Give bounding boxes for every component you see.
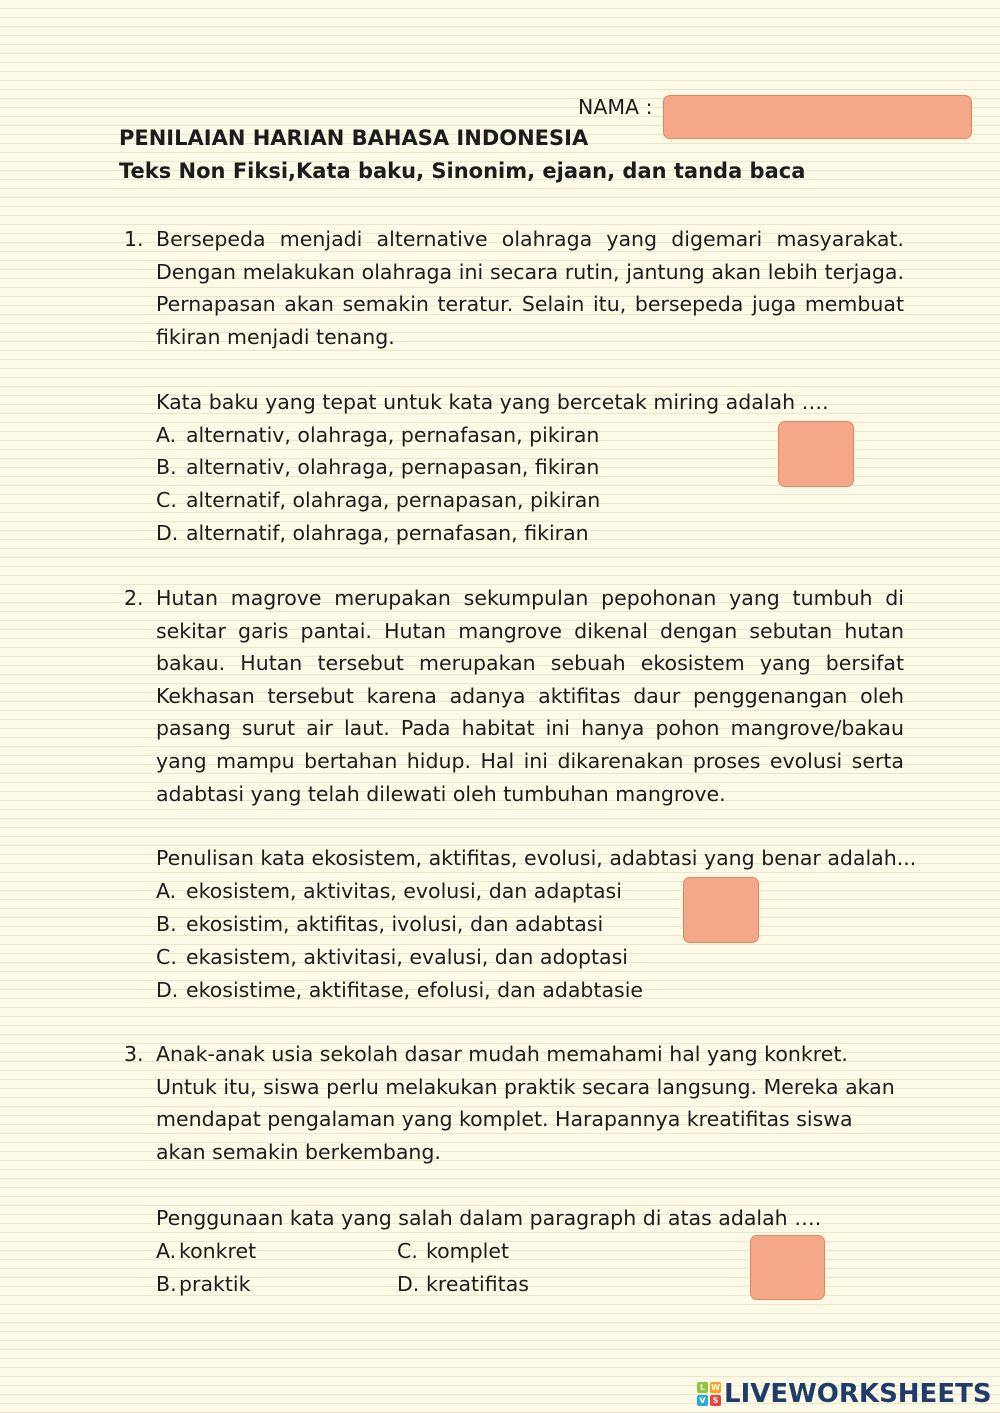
option-text: konkret xyxy=(179,1239,257,1263)
paragraph-line: Pernapasan akan semakin teratur. Selain itu, bersepeda juga membuat xyxy=(156,292,904,317)
logo-text: LIVEWORKSHEETS xyxy=(724,1379,992,1409)
option-letter: A. xyxy=(156,423,177,447)
option-text: alternativ, olahraga, pernapasan, fikiran xyxy=(186,455,600,479)
question-1-number: 1. xyxy=(124,227,144,251)
option-letter: C. xyxy=(156,945,177,969)
logo-mark-tile: W xyxy=(711,1383,720,1392)
option-text: alternativ, olahraga, pernafasan, pikiran xyxy=(186,423,600,447)
question-2-number: 2. xyxy=(124,586,144,610)
paragraph-line: Kekhasan tersebut karena adanya aktifitas daur penggenangan oleh xyxy=(156,683,904,708)
paragraph-line: yang mampu bertahan hidup. Hal ini dikarenakan proses evolusi serta xyxy=(156,748,904,773)
paragraph-line: akan semakin berkembang. xyxy=(156,1139,441,1164)
question-1-prompt: Kata baku yang tepat untuk kata yang bercetak miring adalah …. xyxy=(156,390,829,414)
option-text: alternatif, olahraga, pernafasan, fikiran xyxy=(186,521,589,545)
name-input[interactable] xyxy=(663,95,972,139)
question-2-answer-box[interactable] xyxy=(683,877,759,943)
paragraph-line: Hutan magrove merupakan sekumpulan pepohonan yang tumbuh di xyxy=(156,586,904,610)
logo-mark-icon xyxy=(697,1382,721,1406)
question-1-answer-box[interactable] xyxy=(778,421,854,487)
option-letter: D. xyxy=(397,1272,420,1296)
option-text: ekosistim, aktifitas, ivolusi, dan adabtasi xyxy=(186,912,604,936)
option-letter: C. xyxy=(156,488,177,512)
option-letter: B. xyxy=(156,912,177,936)
paragraph-line: Anak-anak usia sekolah dasar mudah memahami hal yang konkret. xyxy=(156,1042,848,1066)
question-2-prompt: Penulisan kata ekosistem, aktifitas, evolusi, adabtasi yang benar adalah... xyxy=(156,846,917,870)
option-text: praktik xyxy=(179,1272,251,1296)
question-3-number: 3. xyxy=(124,1042,144,1066)
option-text: ekosistime, aktifitase, efolusi, dan adabtasie xyxy=(186,978,643,1002)
option-letter: B. xyxy=(156,455,177,479)
paragraph-line: pasang surut air laut. Pada habitat ini hanya pohon mangrove/bakau xyxy=(156,716,904,741)
question-3-answer-box[interactable] xyxy=(750,1235,825,1300)
option-letter: A. xyxy=(156,1239,177,1263)
paragraph-line: sekitar garis pantai. Hutan mangrove dikenal dengan sebutan hutan xyxy=(156,618,904,643)
name-label: NAMA : xyxy=(578,95,653,119)
question-3-prompt: Penggunaan kata yang salah dalam paragraph di atas adalah …. xyxy=(156,1206,822,1230)
option-text: alternatif, olahraga, pernapasan, pikiran xyxy=(186,488,601,512)
question-3-paragraph xyxy=(156,1038,904,1168)
page-title: PENILAIAN HARIAN BAHASA INDONESIA xyxy=(119,126,589,150)
option-letter: B. xyxy=(156,1272,177,1296)
option-text: komplet xyxy=(426,1239,510,1263)
option-letter: D. xyxy=(156,978,179,1002)
option-letter: D. xyxy=(156,521,179,545)
option-letter: C. xyxy=(397,1239,418,1263)
question-2-paragraph xyxy=(156,582,904,810)
liveworksheets-logo xyxy=(697,1378,992,1410)
paragraph-line: fikiran menjadi tenang. xyxy=(156,324,395,349)
paragraph-line: mendapat pengalaman yang komplet. Harapannya kreatifitas siswa xyxy=(156,1107,853,1132)
paragraph-line: Bersepeda menjadi alternative olahraga yang digemari masyarakat. xyxy=(156,227,904,251)
paragraph-line: Untuk itu, siswa perlu melakukan praktik secara langsung. Mereka akan xyxy=(156,1074,895,1099)
paragraph-line: Dengan melakukan olahraga ini secara rutin, jantung akan lebih terjaga. xyxy=(156,259,904,284)
logo-mark-tile: V xyxy=(697,1395,708,1406)
paragraph-line: adabtasi yang telah dilewati oleh tumbuhan mangrove. xyxy=(156,781,726,806)
paragraph-line: bakau. Hutan tersebut merupakan sebuah ekosistem yang bersifat xyxy=(156,651,904,676)
option-text: ekasistem, aktivitasi, evalusi, dan adoptasi xyxy=(186,945,628,969)
question-1-paragraph xyxy=(156,223,904,353)
option-text: ekosistem, aktivitas, evolusi, dan adaptasi xyxy=(186,879,622,903)
option-letter: A. xyxy=(156,879,177,903)
page-subtitle: Teks Non Fiksi,Kata baku, Sinonim, ejaan, dan tanda baca xyxy=(119,159,806,183)
logo-mark-tile: L xyxy=(697,1382,708,1393)
logo-mark-tile: S xyxy=(710,1395,721,1406)
option-text: kreatifitas xyxy=(426,1272,529,1296)
